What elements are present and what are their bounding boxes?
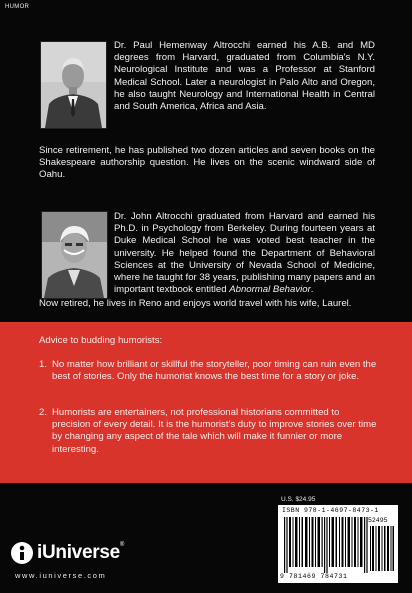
barcode	[278, 505, 398, 583]
barcode-addon-bars	[370, 526, 394, 571]
iuniverse-logo-icon	[10, 541, 34, 565]
registered-mark: ®	[119, 542, 124, 548]
author2-bio-end: .	[310, 284, 314, 296]
author-photo-paul	[40, 41, 107, 129]
isbn-text: ISBN 978-1-4697-8473-1	[282, 507, 379, 514]
advice-item-text: No matter how brilliant or skillful the storyteller, poor timing can ruin even the best of stories. Only the humorist knows the best time for a story or joke.	[52, 359, 377, 383]
publisher-name	[37, 542, 124, 564]
advice-item-number: 1.	[39, 359, 48, 370]
advice-item-number: 2.	[39, 407, 48, 418]
author1-bio: Dr. Paul Hemenway Altrocchi earned his A.B. and MD degrees from Harvard, graduated from Columbia's N.Y. Neurological Institute and was a Professor at Stanford Medical School. Later a neurologist in Palo Alto and Oregon, he also taught Neurology and International Health in Central and South America, Africa and Asia.	[114, 40, 375, 113]
category-label: HUMOR	[5, 4, 30, 10]
advice-title: Advice to budding humorists:	[39, 335, 163, 346]
author1-retirement: Since retirement, he has published two dozen articles and seven books on the Shakespeare authorship question. He lives on the scenic windward side of Oahu.	[39, 145, 375, 181]
barcode-bars	[284, 517, 368, 573]
advice-panel	[0, 322, 412, 483]
publisher-website: www.iuniverse.com	[15, 571, 107, 580]
author2-bio-main: Dr. John Altrocchi graduated from Harvard and earned his Ph.D. in Psychology from Berkeley. During fourteen years at Duke Medical School he was voted best teacher in the university. He helped found the Department of Behavioral Sciences at the University of Nevada School of Medicine, where he taught for 38 years, publishing many papers and an important textbook entitled	[114, 211, 375, 296]
author2-book-title: Abnormal Behavior	[229, 284, 311, 296]
price-label: U.S. $24.95	[281, 496, 316, 503]
advice-item	[39, 407, 379, 456]
author-photo-john	[41, 211, 108, 299]
author2-retirement: Now retired, he lives in Reno and enjoys world travel with his wife, Laurel.	[39, 298, 352, 309]
publisher-name-text: iUniverse	[37, 542, 120, 563]
barcode-digits: 9 781469 784731	[280, 573, 348, 580]
advice-item	[39, 359, 379, 383]
publisher-logo	[10, 541, 124, 565]
advice-item-text: Humorists are entertainers, not professional historians committed to precision of every detail. It is the humorist's duty to improve stories over time by changing any aspect of the tale which will make it funnier or more interesting.	[52, 407, 377, 455]
author2-bio	[114, 211, 375, 296]
barcode-addon-text: 52495	[368, 517, 388, 524]
